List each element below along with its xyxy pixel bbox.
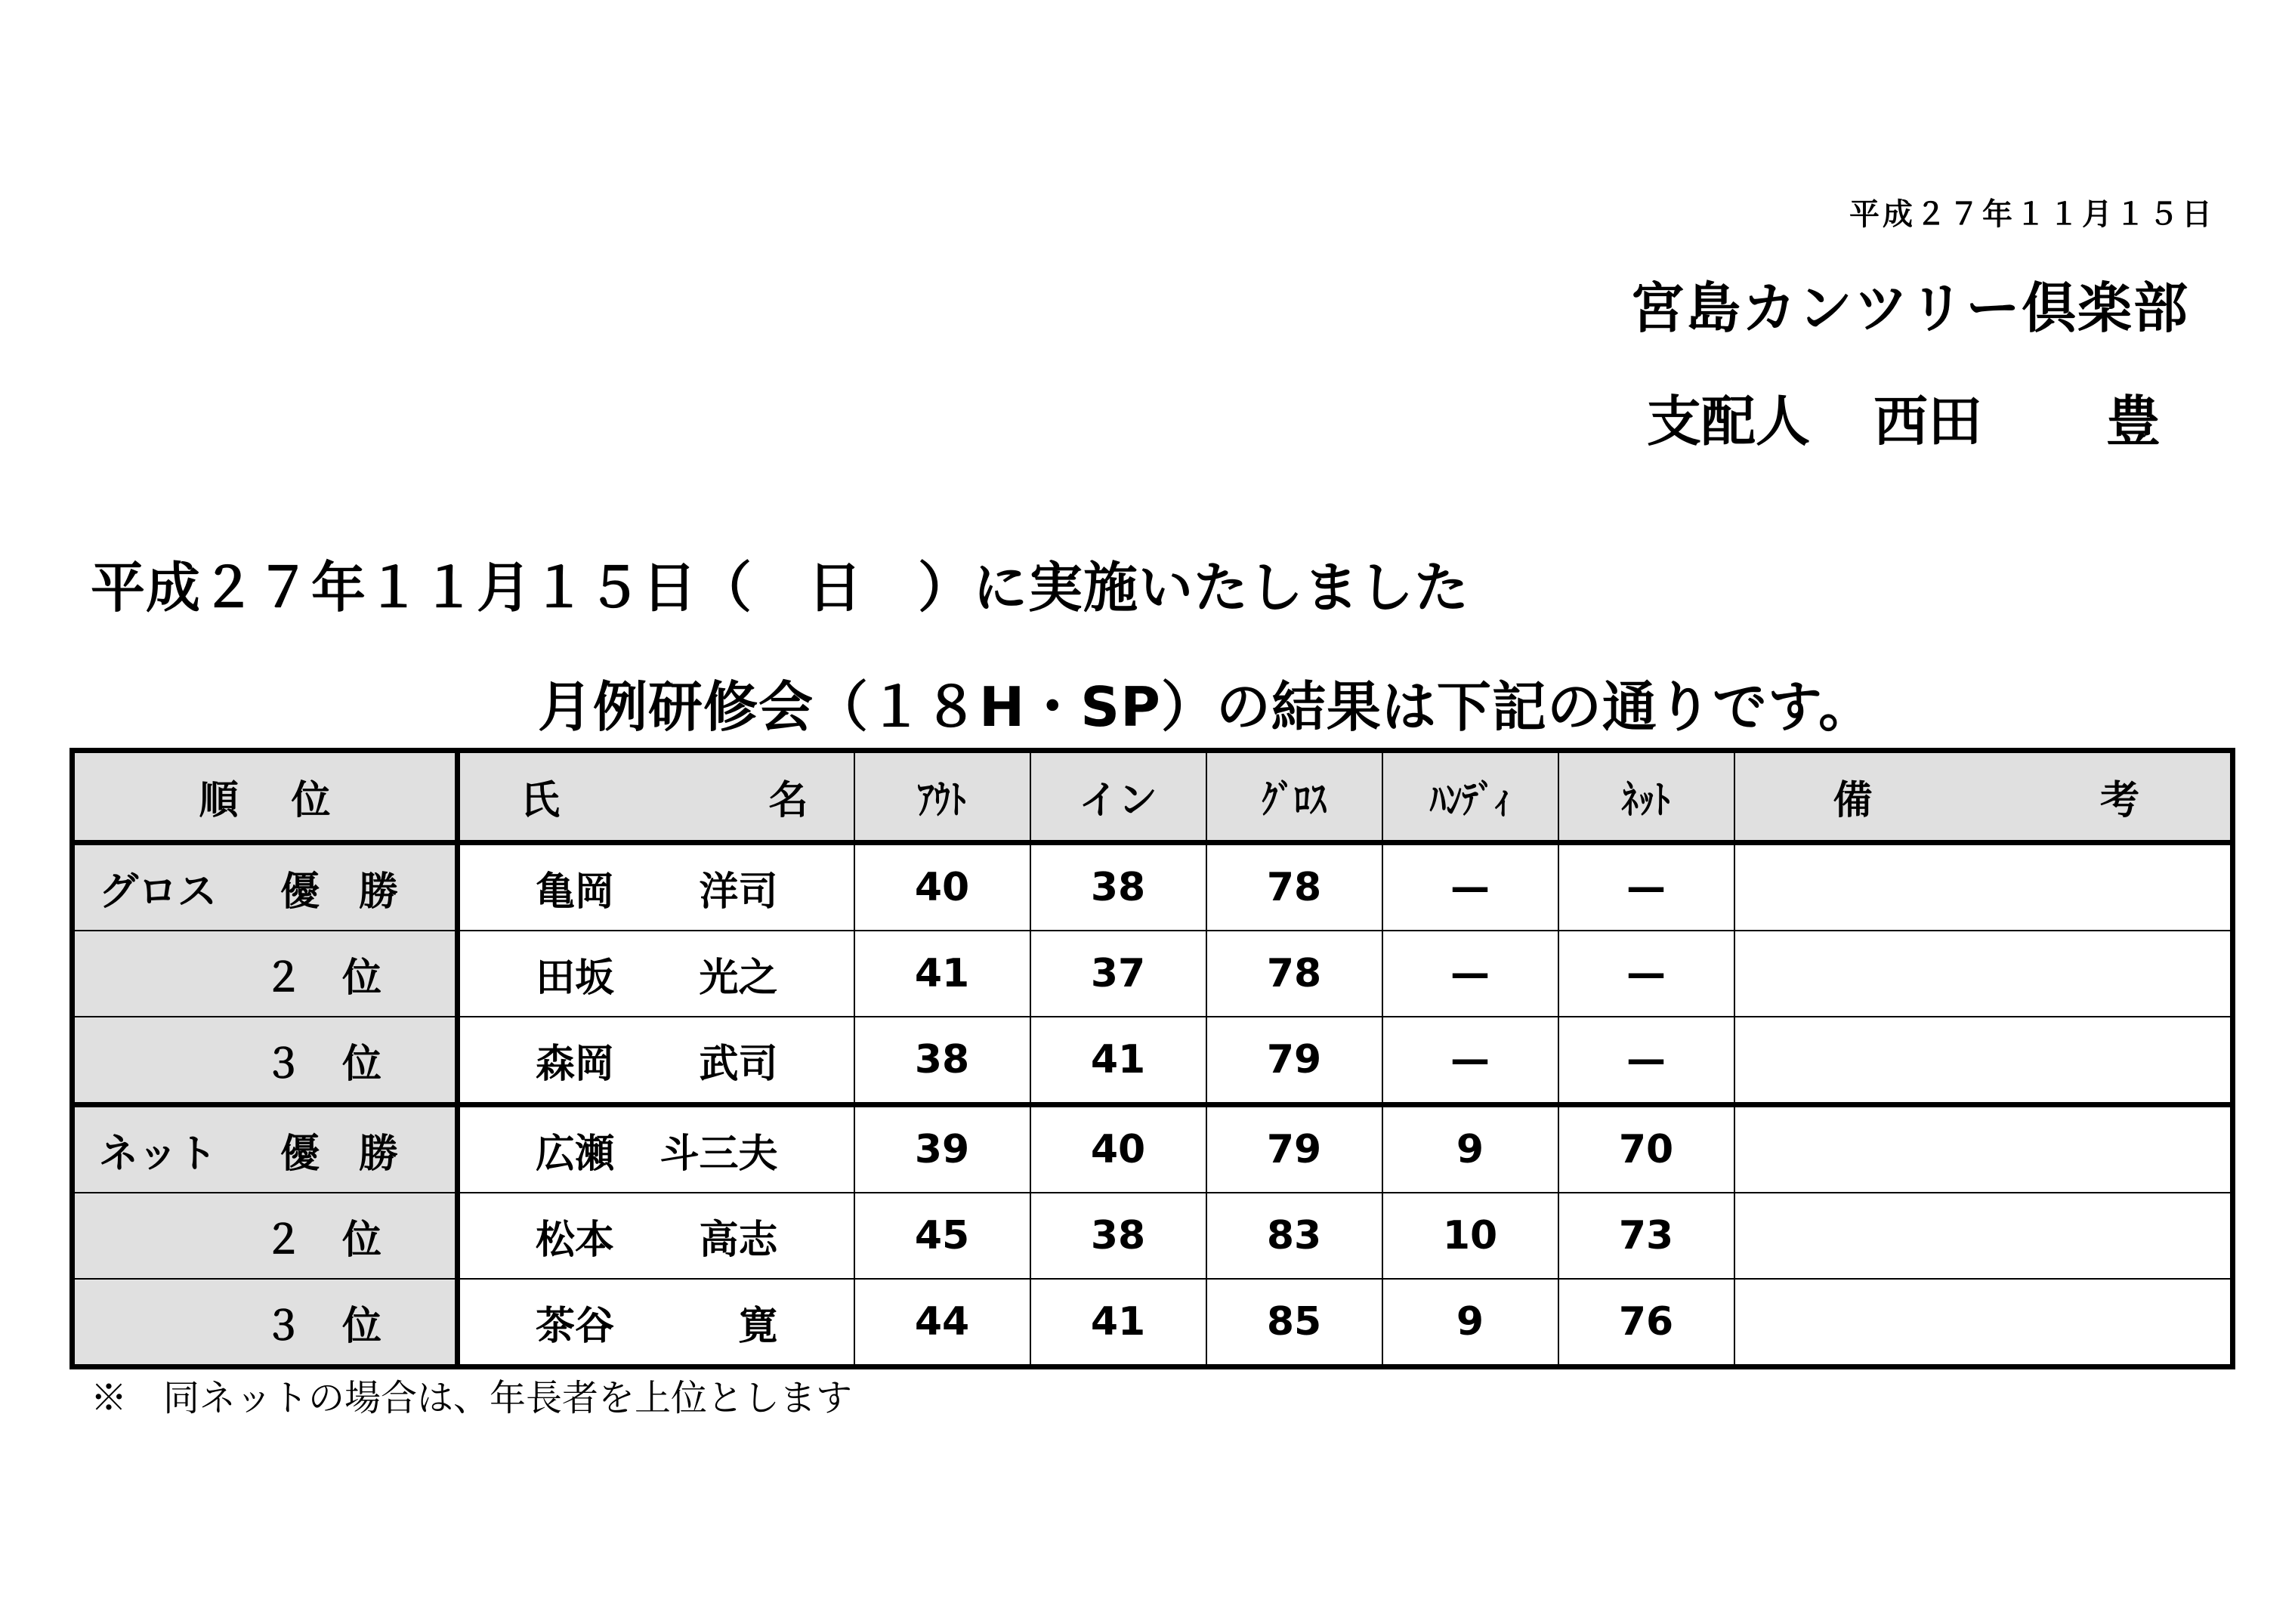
net-cell: 73 <box>1558 1193 1734 1279</box>
gross-cell: 83 <box>1206 1193 1382 1279</box>
table-row <box>73 1279 2233 1367</box>
rank-cell: ２ 位 <box>73 931 458 1017</box>
out-cell: 38 <box>854 1017 1030 1105</box>
out-cell: 45 <box>854 1193 1030 1279</box>
in-cell: 41 <box>1030 1017 1206 1105</box>
header-remarks <box>1734 751 2233 843</box>
table-header-row <box>73 751 2233 843</box>
header-out: ｱｳﾄ <box>854 751 1030 843</box>
out-cell: 39 <box>854 1105 1030 1193</box>
remarks-cell <box>1734 843 2233 931</box>
remarks-cell <box>1734 1193 2233 1279</box>
in-cell: 38 <box>1030 1193 1206 1279</box>
handicap-cell: — <box>1382 1017 1558 1105</box>
out-cell: 44 <box>854 1279 1030 1367</box>
gross-cell: 78 <box>1206 843 1382 931</box>
header-name-b: 名 <box>768 778 808 823</box>
in-cell: 37 <box>1030 931 1206 1017</box>
name-cell: 亀岡 洋司 <box>458 843 854 931</box>
header-handicap: ﾊﾝﾃﾞｨ <box>1382 751 1558 843</box>
net-cell: — <box>1558 843 1734 931</box>
header-in: イン <box>1030 751 1206 843</box>
rank-cell: ネット 優 勝 <box>73 1105 458 1193</box>
handicap-cell: — <box>1382 931 1558 1017</box>
net-cell: — <box>1558 1017 1734 1105</box>
gross-cell: 78 <box>1206 931 1382 1017</box>
out-cell: 40 <box>854 843 1030 931</box>
in-cell: 38 <box>1030 843 1206 931</box>
header-rank-a: 順 <box>199 778 239 823</box>
table-row <box>73 843 2233 931</box>
header-rank <box>73 751 458 843</box>
organization-name: 宮島カンツリー倶楽部 <box>1629 276 2189 340</box>
header-remarks-b: 考 <box>2099 778 2139 823</box>
rank-cell: ３ 位 <box>73 1017 458 1105</box>
header-remarks-a: 備 <box>1833 778 1873 823</box>
handicap-cell: 9 <box>1382 1105 1558 1193</box>
net-cell: 76 <box>1558 1279 1734 1367</box>
gross-cell: 85 <box>1206 1279 1382 1367</box>
rank-cell: ２ 位 <box>73 1193 458 1279</box>
out-cell: 41 <box>854 931 1030 1017</box>
name-cell: 田坂 光之 <box>458 931 854 1017</box>
header-gross: ｸﾞﾛｽ <box>1206 751 1382 843</box>
remarks-cell <box>1734 1017 2233 1105</box>
document-date: 平成２７年１１月１５日 <box>1849 197 2215 232</box>
manager-given-name: 豊 <box>2105 390 2161 453</box>
results-table <box>69 748 2235 1369</box>
gross-cell: 79 <box>1206 1017 1382 1105</box>
handicap-cell: 10 <box>1382 1193 1558 1279</box>
header-name-a: 氏 <box>520 778 561 823</box>
name-cell: 松本 高志 <box>458 1193 854 1279</box>
handicap-cell: 9 <box>1382 1279 1558 1367</box>
header-name <box>458 751 854 843</box>
net-cell: 70 <box>1558 1105 1734 1193</box>
table-row <box>73 1017 2233 1105</box>
table-row <box>73 931 2233 1017</box>
net-cell: — <box>1558 931 1734 1017</box>
remarks-cell <box>1734 931 2233 1017</box>
manager-title: 支配人 <box>1647 390 1811 453</box>
remarks-cell <box>1734 1105 2233 1193</box>
manager-signature <box>1647 378 2161 453</box>
rank-cell: グロス 優 勝 <box>73 843 458 931</box>
gross-cell: 79 <box>1206 1105 1382 1193</box>
table-row <box>73 1105 2233 1193</box>
intro-line-1: 平成２７年１１月１５日（ 日 ）に実施いたしました <box>91 556 1470 619</box>
in-cell: 40 <box>1030 1105 1206 1193</box>
in-cell: 41 <box>1030 1279 1206 1367</box>
table-row <box>73 1193 2233 1279</box>
remarks-cell <box>1734 1279 2233 1367</box>
footnote: ※ 同ネットの場合は、年長者を上位とします <box>91 1377 853 1419</box>
header-net: ﾈｯﾄ <box>1558 751 1734 843</box>
name-cell: 森岡 武司 <box>458 1017 854 1105</box>
intro-line-2: 月例研修会（１８H・SP）の結果は下記の通りです。 <box>538 675 1874 739</box>
handicap-cell: — <box>1382 843 1558 931</box>
manager-surname: 西田 <box>1873 390 1983 453</box>
name-cell: 茶谷 寛 <box>458 1279 854 1367</box>
header-rank-b: 位 <box>291 778 331 823</box>
rank-cell: ３ 位 <box>73 1279 458 1367</box>
name-cell: 広瀬 斗三夫 <box>458 1105 854 1193</box>
